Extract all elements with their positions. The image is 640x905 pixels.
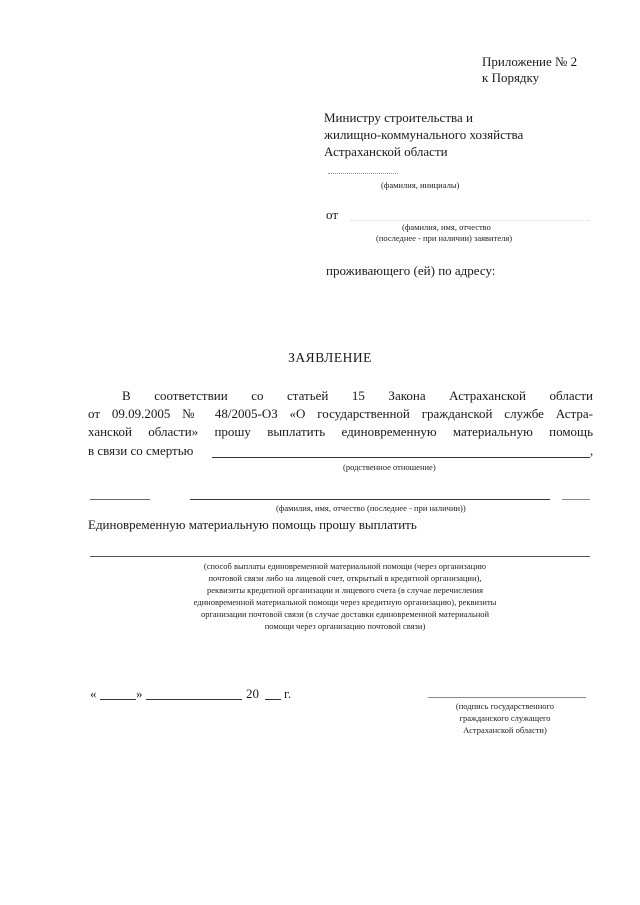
addressee-name-hint: (фамилия, инициалы): [381, 180, 460, 190]
body-line-2: от 09.09.2005 № 48/2005-ОЗ «О государственной гражданской службе Астра-: [88, 406, 593, 421]
payment-hint-4: единовременной материальной помощи через кредитную организацию), реквизиты: [193, 597, 497, 607]
document-title: ЗАЯВЛЕНИЕ: [288, 350, 372, 365]
payment-hint-5: организации почтовой связи (в случае доставки единовременной материальной: [200, 609, 490, 619]
from-label: от: [326, 207, 339, 222]
date-quote-close: »: [136, 686, 143, 701]
body-paragraph: [88, 387, 593, 441]
addressee-line-3: Астраханской области: [324, 144, 448, 159]
applicant-hint-2: (последнее - при наличии) заявителя): [376, 233, 513, 243]
death-relation-comma: ,: [590, 443, 594, 458]
signature-hint-3: Астраханской области): [463, 725, 547, 735]
date-year-prefix: 20: [246, 686, 259, 701]
payment-hint-6: помощи через организацию почтовой связи): [264, 621, 426, 631]
signature-hint-2: гражданского служащего: [459, 713, 551, 723]
fio-fill-line-right[interactable]: [562, 499, 590, 500]
date-quote-open: «: [90, 686, 97, 701]
annex-number: Приложение № 2: [482, 54, 578, 69]
date-day-fill[interactable]: [100, 699, 136, 700]
payment-hint-1: (способ выплаты единовременной материальной помощи (через организацию: [203, 561, 487, 571]
signature-fill-line[interactable]: [428, 697, 586, 698]
residence-label: проживающего (ей) по адресу:: [326, 263, 496, 278]
payment-fill-line[interactable]: [90, 556, 590, 557]
signature-hint-1: (подпись государственного: [455, 701, 555, 711]
fio-fill-line[interactable]: [190, 499, 550, 500]
annex-reference: к Порядку: [482, 70, 540, 85]
fio-fill-line-left[interactable]: [90, 499, 150, 500]
addressee-line-1: Министру строительства и: [324, 110, 473, 125]
date-year-fill[interactable]: [265, 699, 281, 700]
applicant-hint-1: (фамилия, имя, отчество: [402, 222, 491, 232]
fio-hint: (фамилия, имя, отчество (последнее - при наличии)): [276, 503, 466, 513]
payment-request: Единовременную материальную помощь прошу выплатить: [88, 517, 417, 532]
payment-hint-2: почтовой связи либо на лицевой счет, открытый в кредитной организации),: [208, 573, 482, 583]
applicant-fill-line[interactable]: [350, 220, 590, 221]
name-fill-line[interactable]: [328, 173, 398, 174]
body-line-3: ханской области» прошу выплатить единовременную материальную помощь: [88, 424, 593, 439]
relation-fill-line[interactable]: [212, 457, 590, 458]
death-relation-label: в связи со смертью: [88, 443, 194, 458]
body-line-1: В соответствии со статьей 15 Закона Астраханской области: [122, 388, 593, 403]
payment-hint-3: реквизиты кредитной организации и лицевого счета (в случае перечисления: [207, 585, 483, 595]
date-month-fill[interactable]: [146, 699, 242, 700]
relation-hint: (родственное отношение): [343, 462, 436, 472]
addressee-line-2: жилищно-коммунального хозяйства: [324, 127, 524, 142]
date-year-suffix: г.: [284, 686, 292, 701]
